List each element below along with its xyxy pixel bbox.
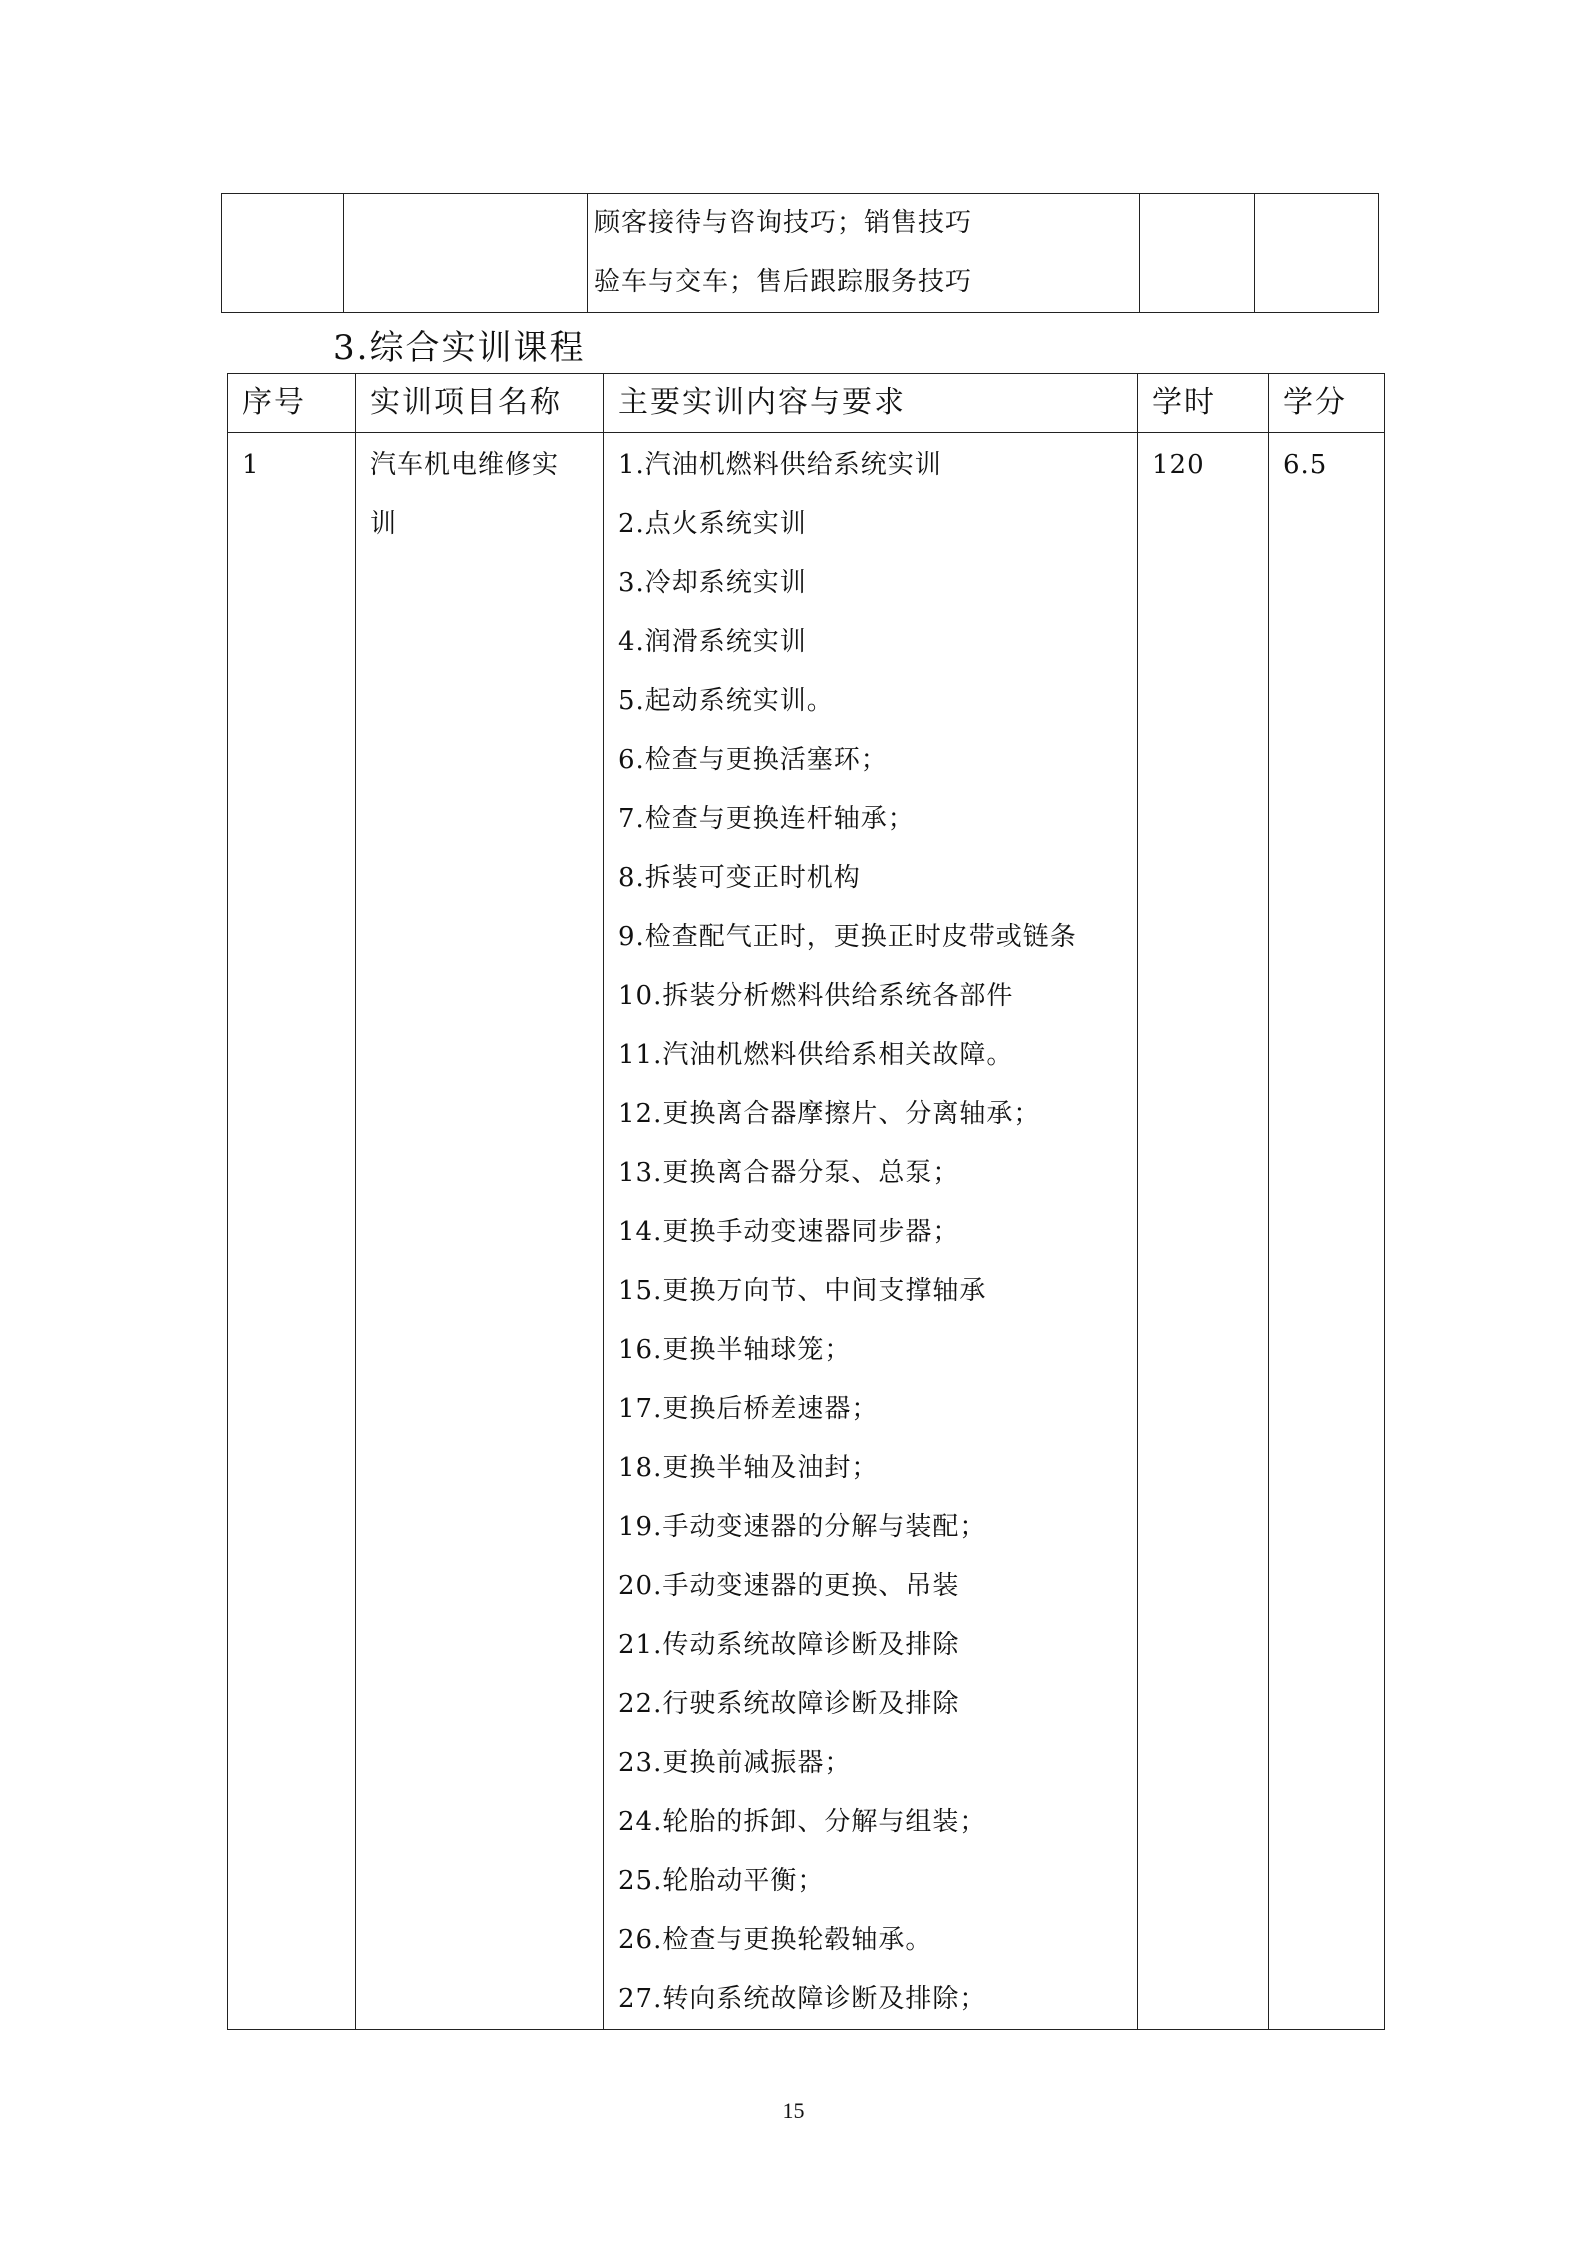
content-line: 7.检查与更换连杆轴承；: [618, 804, 915, 834]
project-name-line: 训: [370, 509, 398, 539]
table-cell-hours: [1140, 194, 1255, 313]
content-line: 12.更换离合器摩擦片、分离轴承；: [618, 1099, 1041, 1129]
table-row: [222, 194, 1379, 313]
continuation-table: [221, 193, 1379, 313]
content-line: 6.检查与更换活塞环；: [618, 745, 888, 775]
content-line: 验车与交车；售后跟踪服务技巧: [594, 267, 973, 297]
row-index-text: 1: [242, 450, 260, 480]
row-credits: [1269, 433, 1385, 2030]
content-line: 21.传动系统故障诊断及排除: [618, 1630, 960, 1660]
content-line: 1.汽油机燃料供给系统实训: [618, 450, 942, 480]
header-project: 实训项目名称: [356, 374, 604, 433]
row-hours-text: 120: [1152, 450, 1205, 480]
table-cell-project: [344, 194, 588, 313]
content-lines: [588, 194, 1139, 312]
row-credits-text: 6.5: [1283, 450, 1328, 480]
header-credits: 学分: [1269, 374, 1385, 433]
table-cell-content: [588, 194, 1140, 313]
header-content: 主要实训内容与要求: [604, 374, 1138, 433]
content-lines: [604, 436, 1137, 2029]
content-line: 20.手动变速器的更换、吊装: [618, 1571, 960, 1601]
content-line: 10.拆装分析燃料供给系统各部件: [618, 981, 1014, 1011]
header-hours: 学时: [1138, 374, 1269, 433]
table-cell-credits: [1255, 194, 1379, 313]
content-line: 17.更换后桥差速器；: [618, 1394, 879, 1424]
page-number: 15: [782, 2098, 805, 2123]
row-index: [228, 433, 356, 2030]
section-heading: 3.综合实训课程: [333, 328, 586, 368]
content-line: 22.行驶系统故障诊断及排除: [618, 1689, 960, 1719]
content-line: 18.更换半轴及油封；: [618, 1453, 879, 1483]
content-line: 14.更换手动变速器同步器；: [618, 1217, 960, 1247]
content-line: 13.更换离合器分泵、总泵；: [618, 1158, 960, 1188]
content-line: 15.更换万向节、中间支撑轴承: [618, 1276, 987, 1306]
content-line: 4.润滑系统实训: [618, 627, 807, 657]
content-line: 9.检查配气正时，更换正时皮带或链条: [618, 922, 1077, 952]
content-line: 顾客接待与咨询技巧；销售技巧: [594, 208, 973, 238]
table-row: [228, 433, 1385, 2030]
project-lines: [356, 436, 603, 554]
content-line: 25.轮胎动平衡；: [618, 1866, 825, 1896]
content-line: 16.更换半轴球笼；: [618, 1335, 852, 1365]
content-line: 8.拆装可变正时机构: [618, 863, 861, 893]
content-line: 26.检查与更换轮毂轴承。: [618, 1925, 933, 1955]
content-line: 3.冷却系统实训: [618, 568, 807, 598]
content-line: 24.轮胎的拆卸、分解与组装；: [618, 1807, 987, 1837]
header-index: 序号: [228, 374, 356, 433]
content-line: 27.转向系统故障诊断及排除；: [618, 1984, 987, 2014]
row-content: [604, 433, 1138, 2030]
content-line: 19.手动变速器的分解与装配；: [618, 1512, 987, 1542]
content-line: 11.汽油机燃料供给系相关故障。: [618, 1040, 1014, 1070]
table-cell-index: [222, 194, 344, 313]
training-table: [227, 373, 1385, 2030]
table-header-row: [228, 374, 1385, 433]
row-project: [356, 433, 604, 2030]
content-line: 23.更换前减振器；: [618, 1748, 852, 1778]
content-line: 2.点火系统实训: [618, 509, 807, 539]
row-hours: [1138, 433, 1269, 2030]
content-line: 5.起动系统实训。: [618, 686, 834, 716]
project-name-line: 汽车机电维修实: [370, 450, 560, 480]
